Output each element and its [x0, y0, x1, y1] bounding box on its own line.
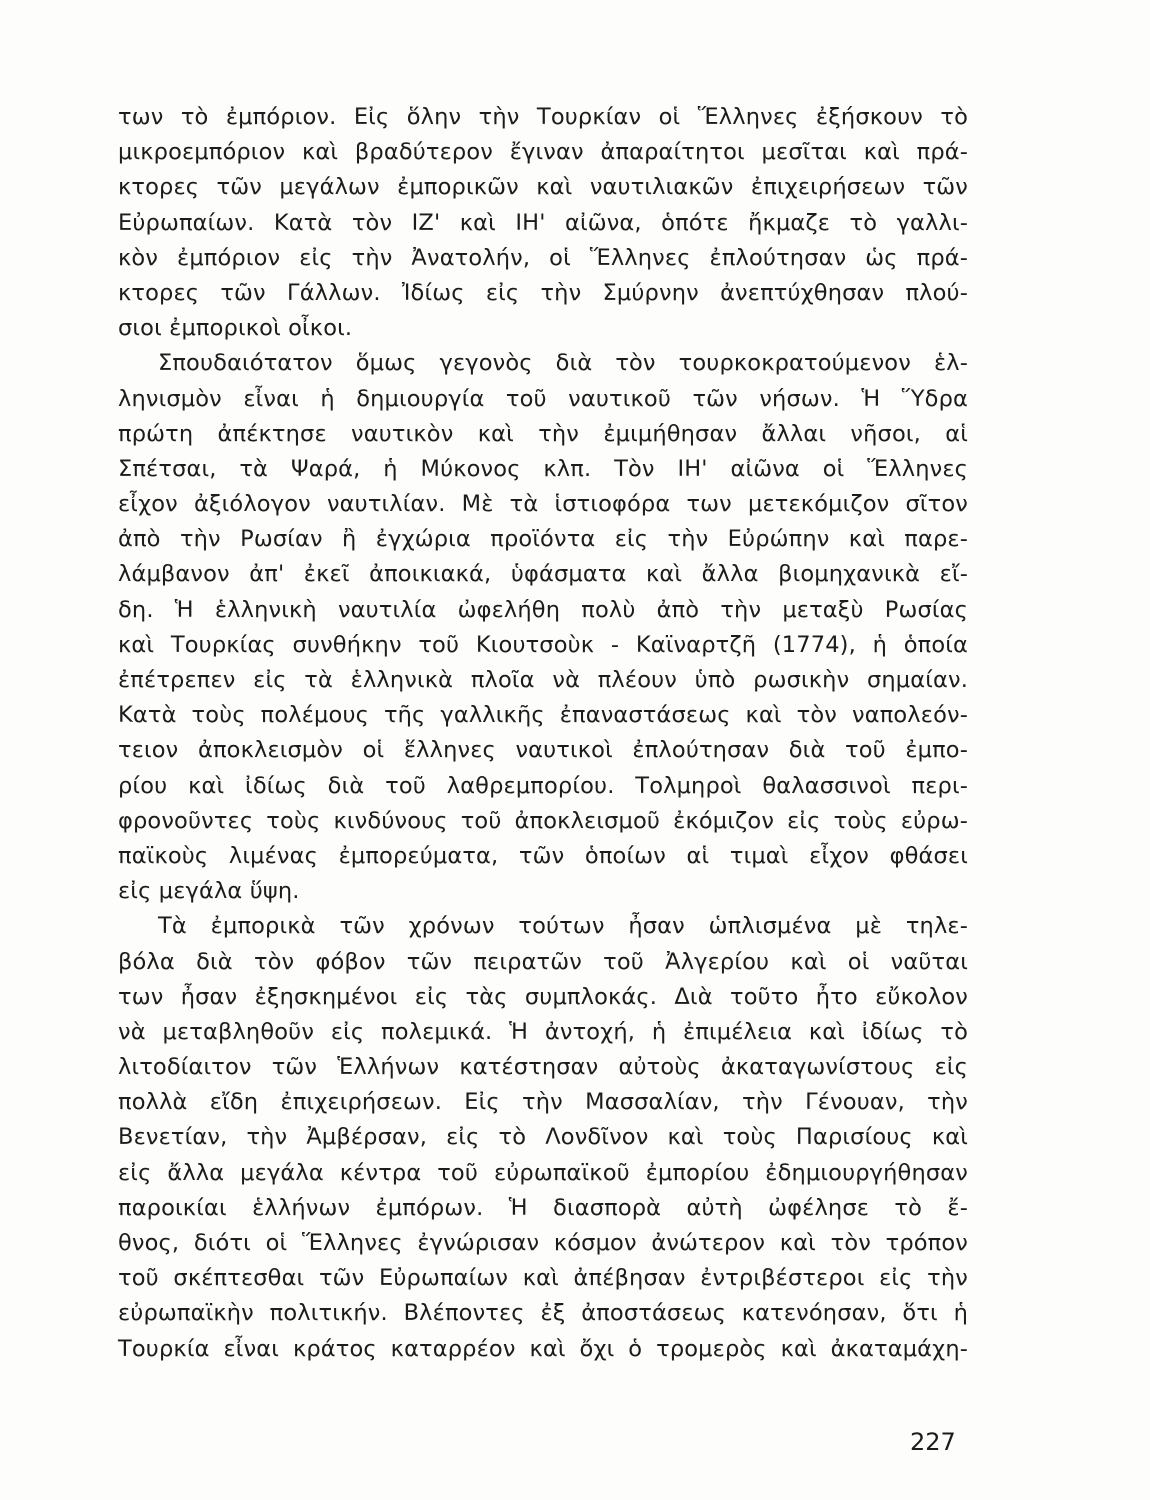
text-line: βόλα διὰ τὸν φόβον τῶν πειρατῶν τοῦ Ἀλγερίου καὶ οἱ ναῦται — [118, 948, 968, 975]
text-line: παροικίαι ἑλλήνων ἐμπόρων. Ἡ διασπορὰ αὐτὴ ὠφέλησε τὸ ἔ- — [118, 1194, 968, 1221]
text-line: λιτοδίαιτον τῶν Ἑλλήνων κατέστησαν αὐτοὺς ἀκαταγωνίστους εἰς — [118, 1054, 968, 1081]
text-line: Τουρκία εἶναι κράτος καταρρέον καὶ ὄχι ὁ τρομερὸς καὶ ἀκαταμάχη- — [118, 1335, 968, 1362]
text-line: εἰς μεγάλα ὕψη. — [118, 878, 300, 905]
text-line: ἀπὸ τὴν Ρωσίαν ἢ ἐγχώρια προϊόντα εἰς τὴν Εὐρώπην καὶ παρε- — [118, 526, 968, 553]
text-line: των ἦσαν ἐξησκημένοι εἰς τὰς συμπλοκάς. Διὰ τοῦτο ἦτο εὔκολον — [118, 983, 968, 1010]
text-line: δη. Ἡ ἑλληνικὴ ναυτιλία ὠφελήθη πολὺ ἀπὸ τὴν μεταξὺ Ρωσίας — [118, 596, 968, 623]
text-line: εἶχον ἀξιόλογον ναυτιλίαν. Μὲ τὰ ἱστιοφόρα των μετεκόμιζον σῖτον — [118, 491, 968, 518]
page-number: 227 — [910, 1428, 956, 1456]
text-line: τειον ἀποκλεισμὸν οἱ ἕλληνες ναυτικοὶ ἐπλούτησαν διὰ τοῦ ἐμπο- — [118, 737, 968, 764]
text-line: Τὰ ἐμπορικὰ τῶν χρόνων τούτων ἦσαν ὡπλισμένα μὲ τηλε- — [158, 913, 968, 940]
text-line: των τὸ ἐμπόριον. Εἰς ὅλην τὴν Τουρκίαν οἱ Ἕλληνες ἐξήσκουν τὸ — [118, 104, 968, 130]
text-line: κτορες τῶν Γάλλων. Ἰδίως εἰς τὴν Σμύρνην ἀνεπτύχθησαν πλού- — [118, 279, 968, 306]
text-line: ἐπέτρεπεν εἰς τὰ ἑλληνικὰ πλοῖα νὰ πλέουν ὑπὸ ρωσικὴν σημαίαν. — [118, 667, 968, 693]
body-text — [118, 100, 968, 1367]
text-line: Κατὰ τοὺς πολέμους τῆς γαλλικῆς ἐπαναστάσεως καὶ τὸν ναπολεόν- — [118, 702, 968, 729]
text-line: πρώτη ἀπέκτησε ναυτικὸν καὶ τὴν ἐμιμήθησαν ἄλλαι νῆσοι, αἱ — [118, 420, 968, 447]
text-line: λάμβανον ἀπ' ἐκεῖ ἀποικιακά, ὑφάσματα καὶ ἄλλα βιομηχανικὰ εἴ- — [118, 561, 968, 588]
text-line: εἰς ἄλλα μεγάλα κέντρα τοῦ εὐρωπαϊκοῦ ἐμπορίου ἐδημιουργήθησαν — [118, 1159, 968, 1186]
text-line: Εὐρωπαίων. Κατὰ τὸν ΙΖ' καὶ ΙΗ' αἰῶνα, ὁπότε ἤκμαζε τὸ γαλλι- — [118, 209, 968, 236]
text-line: ληνισμὸν εἶναι ἡ δημιουργία τοῦ ναυτικοῦ τῶν νήσων. Ἡ Ὕδρα — [118, 385, 968, 412]
text-line: κὸν ἐμπόριον εἰς τὴν Ἀνατολήν, οἱ Ἕλληνες ἐπλούτησαν ὡς πρά- — [118, 244, 968, 271]
text-line: Σπουδαιότατον ὅμως γεγονὸς διὰ τὸν τουρκοκρατούμενον ἑλ- — [158, 350, 968, 377]
text-line: τοῦ σκέπτεσθαι τῶν Εὐρωπαίων καὶ ἀπέβησαν ἐντριβέστεροι εἰς τὴν — [118, 1265, 968, 1292]
text-line: νὰ μεταβληθοῦν εἰς πολεμικά. Ἡ ἀντοχή, ἡ ἐπιμέλεια καὶ ἰδίως τὸ — [118, 1018, 968, 1045]
text-line: σιοι ἐμπορικοὶ οἶκοι. — [118, 315, 353, 342]
text-line: κτορες τῶν μεγάλων ἐμπορικῶν καὶ ναυτιλιακῶν ἐπιχειρήσεων τῶν — [118, 174, 968, 201]
text-line: Σπέτσαι, τὰ Ψαρά, ἡ Μύκονος κλπ. Τὸν ΙΗ' αἰῶνα οἱ Ἕλληνες — [118, 455, 968, 482]
text-line: καὶ Τουρκίας συνθήκην τοῦ Κιουτσοὺκ - Καϊναρτζῆ (1774), ἡ ὁποία — [118, 631, 968, 658]
text-line: πολλὰ εἴδη ἐπιχειρήσεων. Εἰς τὴν Μασσαλίαν, τὴν Γένουαν, τὴν — [118, 1089, 968, 1116]
text-line: φρονοῦντες τοὺς κινδύνους τοῦ ἀποκλεισμοῦ ἐκόμιζον εἰς τοὺς εὐρω- — [118, 807, 968, 834]
text-line: εὐρωπαϊκὴν πολιτικήν. Βλέποντες ἐξ ἀποστάσεως κατενόησαν, ὅτι ἡ — [118, 1300, 968, 1327]
text-line: παϊκοὺς λιμένας ἐμπορεύματα, τῶν ὁποίων αἱ τιμαὶ εἶχον φθάσει — [118, 842, 968, 869]
text-line: Βενετίαν, τὴν Ἀμβέρσαν, εἰς τὸ Λονδῖνον καὶ τοὺς Παρισίους καὶ — [118, 1124, 968, 1151]
text-line: μικροεμπόριον καὶ βραδύτερον ἔγιναν ἀπαραίτητοι μεσῖται καὶ πρά- — [118, 139, 968, 166]
text-line: ρίου καὶ ἰδίως διὰ τοῦ λαθρεμπορίου. Τολμηροὶ θαλασσινοὶ περι- — [118, 772, 968, 799]
text-line: θνος, διότι οἱ Ἕλληνες ἐγνώρισαν κόσμον ἀνώτερον καὶ τὸν τρόπον — [118, 1230, 968, 1256]
